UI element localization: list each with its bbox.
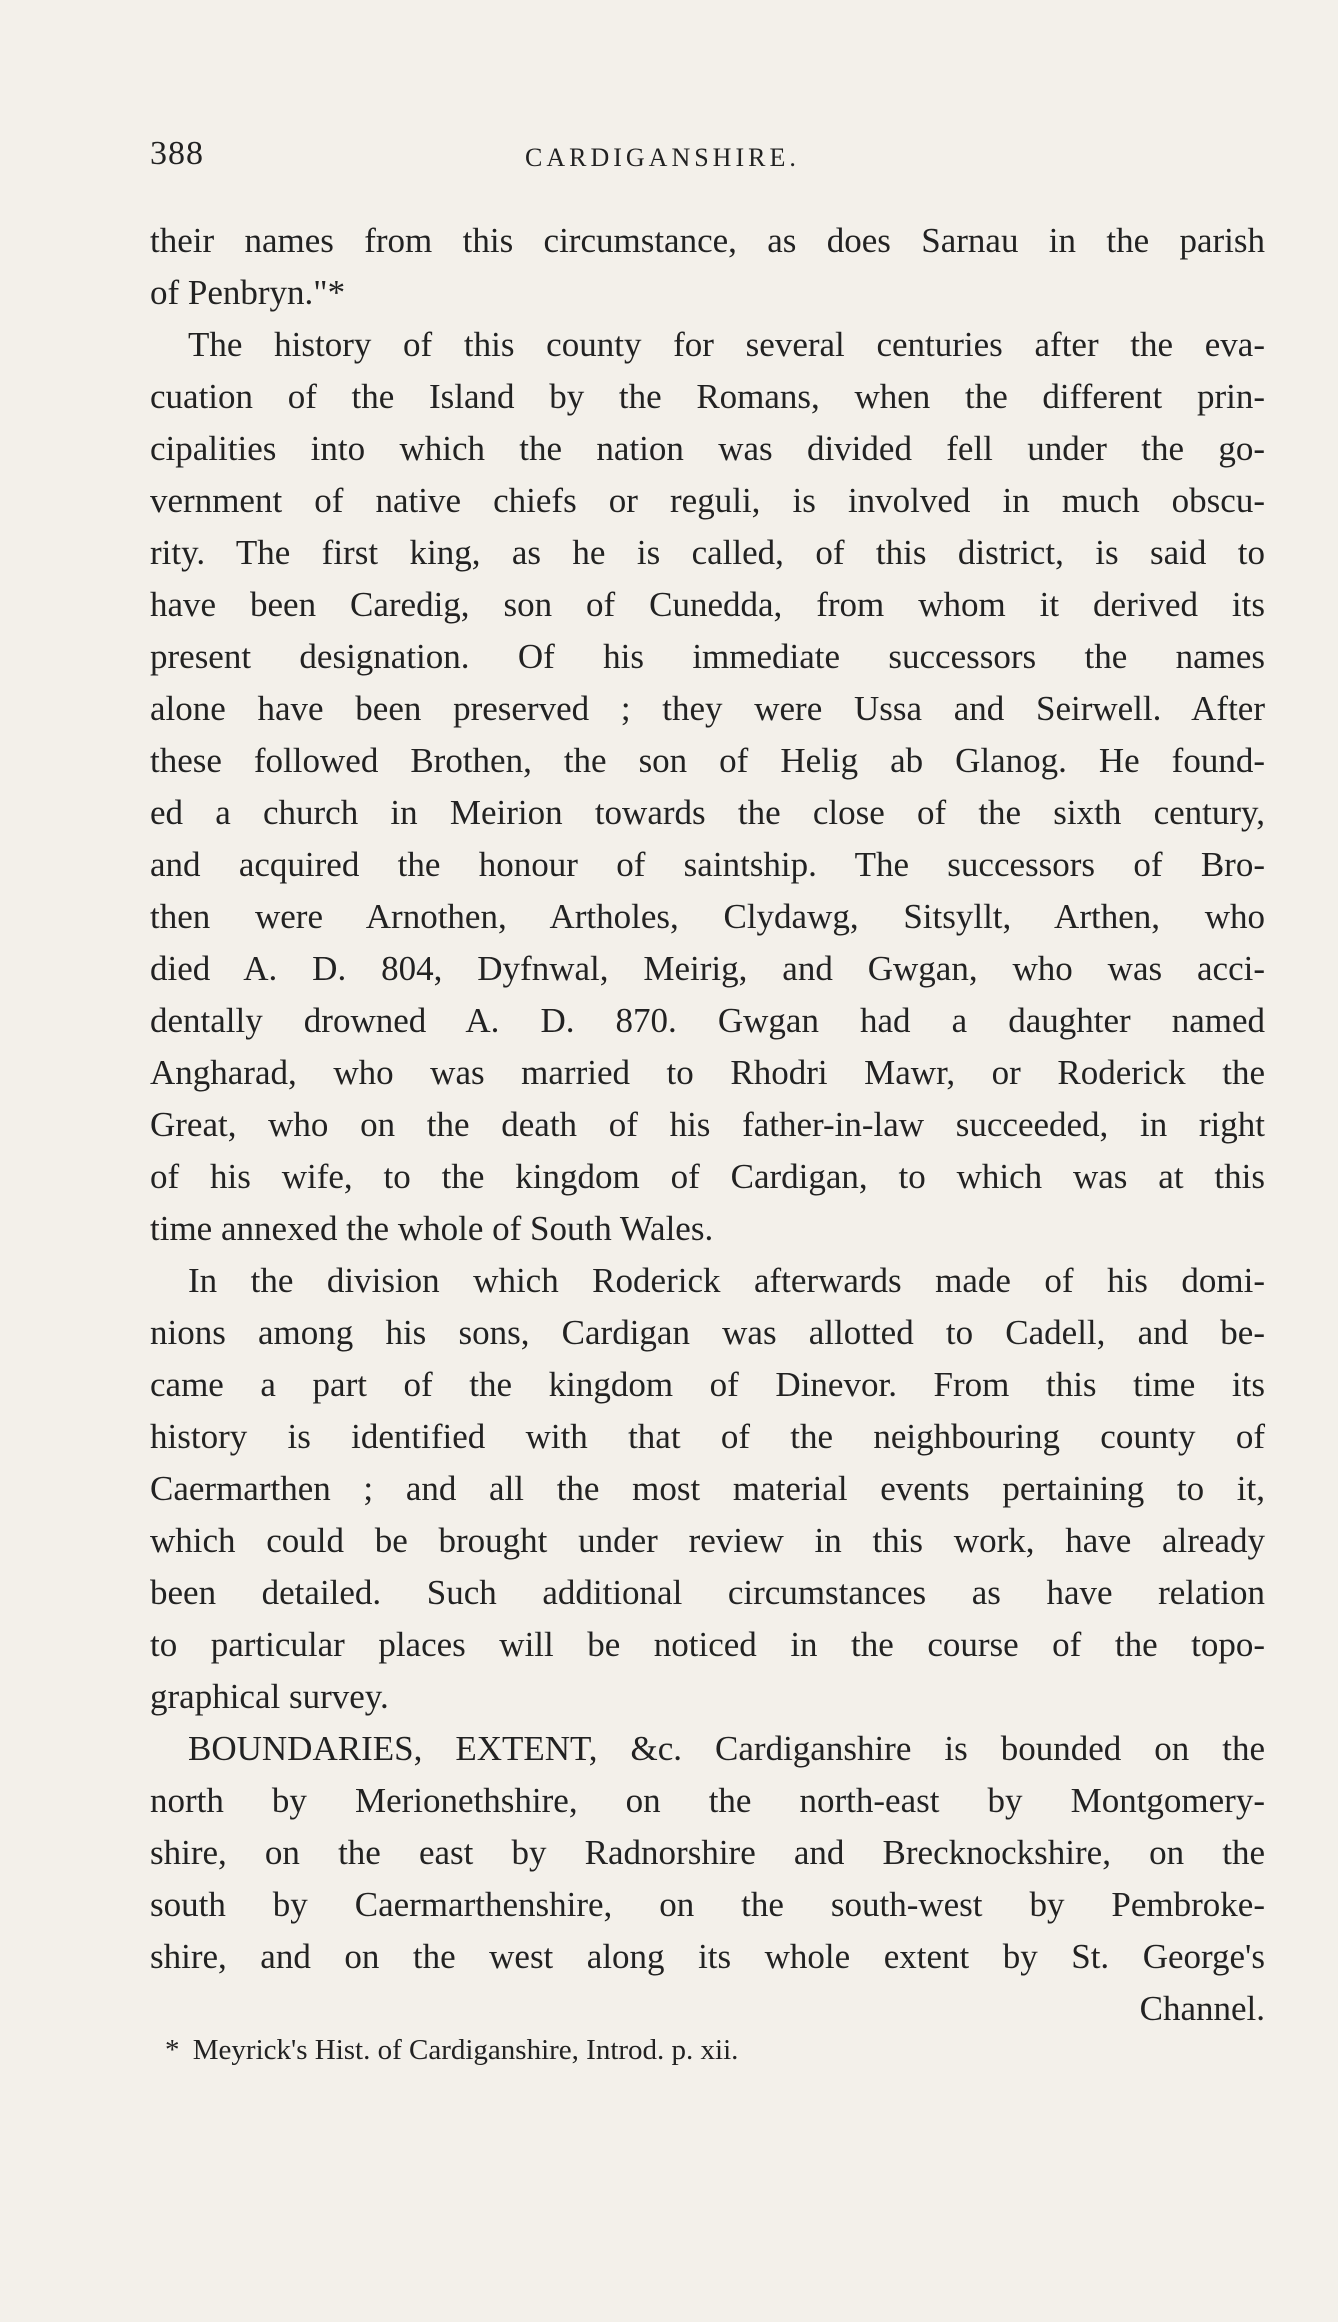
text-line: which could be brought under review in this work, have already (150, 1521, 1265, 1560)
footnote-text: Meyrick's Hist. of Cardiganshire, Introd. p. xii. (192, 2034, 739, 2066)
text-line: nions among his sons, Cardigan was allotted to Cadell, and be- (150, 1313, 1265, 1352)
text-line: present designation. Of his immediate successors the names (150, 637, 1265, 676)
text-line: of his wife, to the kingdom of Cardigan, to which was at this (150, 1157, 1265, 1196)
text-line: rity. The first king, as he is called, of this district, is said to (150, 533, 1265, 572)
text-line: cipalities into which the nation was divided fell under the go- (150, 429, 1265, 468)
text-line: shire, and on the west along its whole extent by St. George's (150, 1937, 1265, 1976)
text-line: came a part of the kingdom of Dinevor. From this time its (150, 1365, 1265, 1404)
text-line: died A. D. 804, Dyfnwal, Meirig, and Gwgan, who was acci- (150, 949, 1265, 988)
footnote-marker: * (165, 2034, 180, 2066)
text-line: to particular places will be noticed in the course of the topo- (150, 1625, 1265, 1664)
page-header (150, 135, 1250, 185)
text-line: dentally drowned A. D. 870. Gwgan had a daughter named (150, 1001, 1265, 1040)
text-line: south by Caermarthenshire, on the south-west by Pembroke- (150, 1885, 1265, 1924)
text-line: Channel. (1139, 1989, 1265, 2028)
running-title: CARDIGANSHIRE. (525, 143, 800, 172)
text-line: time annexed the whole of South Wales. (150, 1209, 714, 1248)
text-line: Caermarthen ; and all the most material events pertaining to it, (150, 1469, 1265, 1508)
text-line: Angharad, who was married to Rhodri Mawr, or Roderick the (150, 1053, 1265, 1092)
text-line: north by Merionethshire, on the north-east by Montgomery- (150, 1781, 1265, 1820)
text-line: been detailed. Such additional circumstances as have relation (150, 1573, 1265, 1612)
text-line: ed a church in Meirion towards the close of the sixth century, (150, 793, 1265, 832)
page-number: 388 (150, 135, 204, 172)
body-text (150, 215, 1265, 2035)
text-line: BOUNDARIES, EXTENT, &c. Cardiganshire is bounded on the (188, 1729, 1265, 1768)
text-line: these followed Brothen, the son of Helig ab Glanog. He found- (150, 741, 1265, 780)
text-line: vernment of native chiefs or reguli, is involved in much obscu- (150, 481, 1265, 520)
text-line: alone have been preserved ; they were Ussa and Seirwell. After (150, 689, 1265, 728)
text-line: graphical survey. (150, 1677, 389, 1716)
text-line: shire, on the east by Radnorshire and Brecknockshire, on the (150, 1833, 1265, 1872)
text-line: then were Arnothen, Artholes, Clydawg, Sitsyllt, Arthen, who (150, 897, 1265, 936)
text-line: of Penbryn."* (150, 273, 346, 312)
footnote (165, 2030, 1265, 2070)
text-line: their names from this circumstance, as does Sarnau in the parish (150, 221, 1265, 260)
text-line: have been Caredig, son of Cunedda, from whom it derived its (150, 585, 1265, 624)
text-line: history is identified with that of the neighbouring county of (150, 1417, 1265, 1456)
text-line: Great, who on the death of his father-in-law succeeded, in right (150, 1105, 1265, 1144)
text-line: In the division which Roderick afterwards made of his domi- (188, 1261, 1265, 1300)
text-line: cuation of the Island by the Romans, when the different prin- (150, 377, 1265, 416)
text-line: The history of this county for several centuries after the eva- (188, 325, 1265, 364)
text-line: and acquired the honour of saintship. The successors of Bro- (150, 845, 1265, 884)
